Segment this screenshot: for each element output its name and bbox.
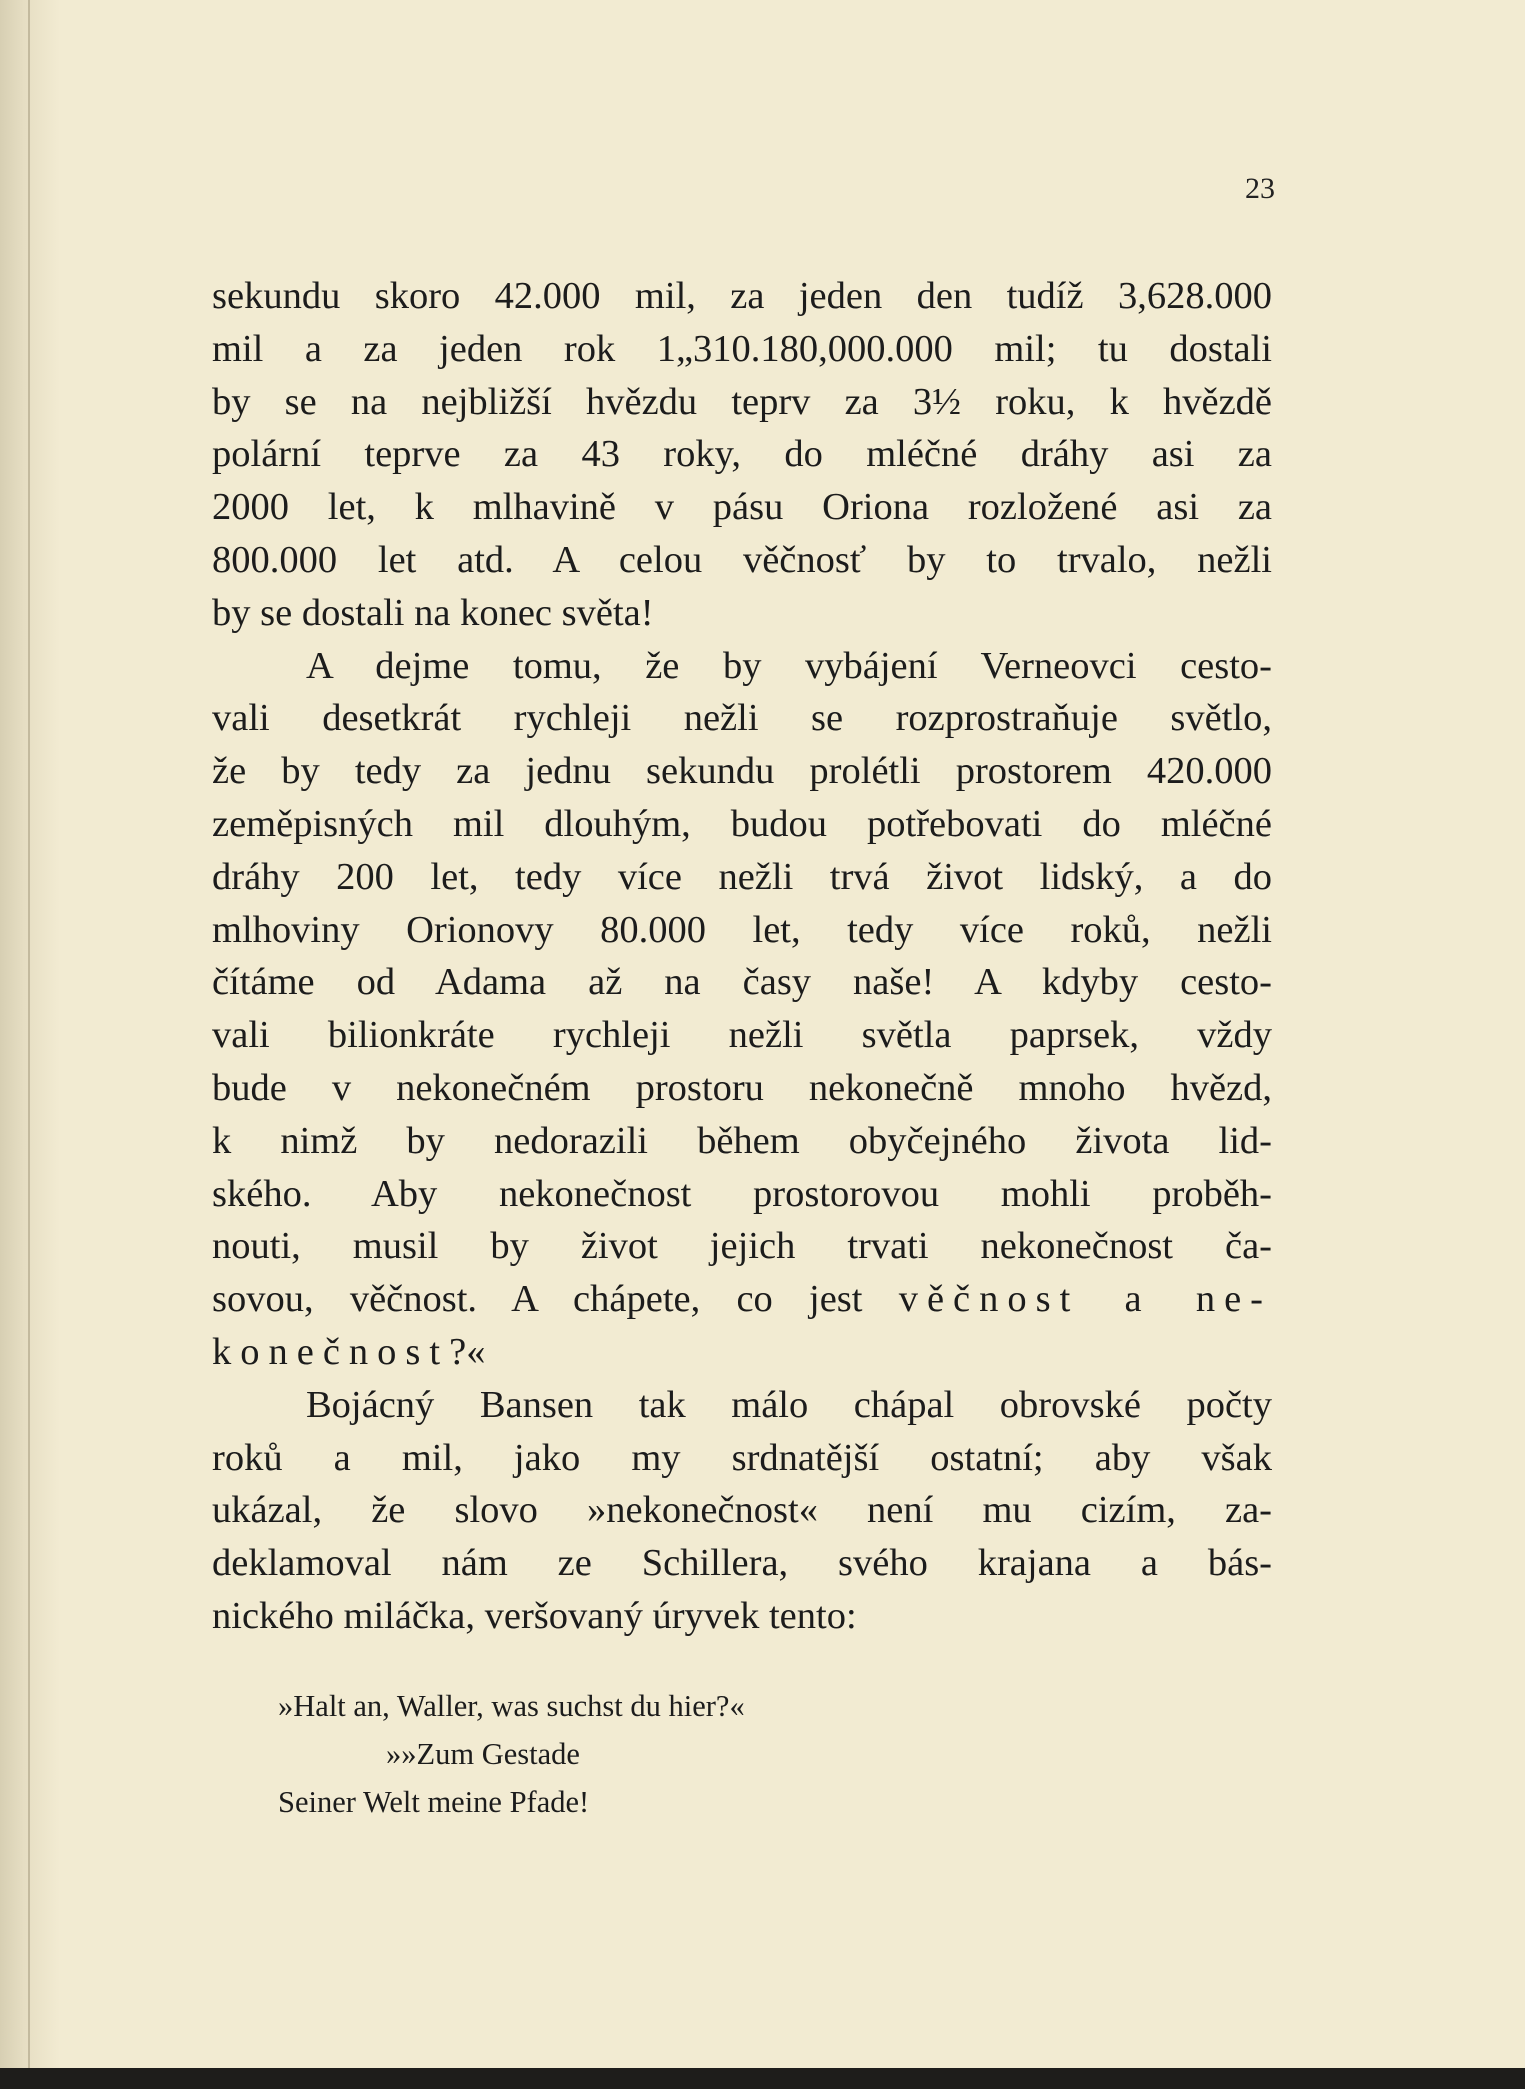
text-line: polární teprve za 43 roky, do mléčné dráhy asi za	[212, 433, 1272, 476]
text-line: dráhy 200 let, tedy více nežli trvá život lidský, a do	[212, 855, 1272, 898]
text-line: ukázal, že slovo »nekonečnost« není mu cizím, za-	[212, 1489, 1272, 1532]
text-line: mlhoviny Orionovy 80.000 let, tedy více roků, nežli	[212, 908, 1272, 951]
verse-line: »Halt an, Waller, was suchst du hier?«	[278, 1689, 745, 1723]
text-line: nouti, musil by život jejich trvati nekonečnost ča-	[212, 1225, 1272, 1268]
verse-quote	[278, 1682, 745, 1826]
body-text	[212, 270, 1272, 1643]
text-line: 800.000 let atd. A celou věčnosť by to trvalo, nežli	[212, 538, 1272, 581]
text-line: mil a za jeden rok 1„310.180,000.000 mil; tu dostali	[212, 327, 1272, 370]
text-line: nického miláčka, veršovaný úryvek tento:	[212, 1594, 857, 1637]
text-line: sekundu skoro 42.000 mil, za jeden den tudíž 3,628.000	[212, 275, 1272, 317]
spaced-emphasis: věčnost a ne-	[898, 1278, 1272, 1321]
page-gutter	[0, 0, 60, 2068]
text-line: by se dostali na konec světa!	[212, 591, 654, 634]
page-number: 23	[1245, 172, 1275, 205]
text-line: 2000 let, k mlhavině v pásu Oriona rozložené asi za	[212, 486, 1272, 529]
text-line: ského. Aby nekonečnost prostorovou mohli proběh-	[212, 1172, 1272, 1215]
text-line: by se na nejbližší hvězdu teprv za 3½ roku, k hvězdě	[212, 380, 1272, 423]
text-line: k nimž by nedorazili během obyčejného života lid-	[212, 1119, 1272, 1162]
text-line	[212, 1273, 1272, 1326]
text-line: že by tedy za jednu sekundu prolétli prostorem 420.000	[212, 750, 1272, 793]
text-line: bude v nekonečném prostoru nekonečně mnoho hvězd,	[212, 1066, 1272, 1109]
text-line: vali bilionkráte rychleji nežli světla paprsek, vždy	[212, 1014, 1272, 1057]
text-line: roků a mil, jako my srdnatější ostatní; aby však	[212, 1436, 1272, 1479]
text-line	[212, 1326, 1272, 1379]
text-line: zeměpisných mil dlouhým, budou potřebovati do mléčné	[212, 802, 1272, 845]
text-line: vali desetkrát rychleji nežli se rozprostraňuje světlo,	[212, 697, 1272, 740]
text-line: deklamoval nám ze Schillera, svého krajana a bás-	[212, 1542, 1272, 1585]
text-line: Bojácný Bansen tak málo chápal obrovské počty	[306, 1383, 1272, 1426]
spaced-emphasis: konečnost	[212, 1330, 450, 1373]
text-line: čítáme od Adama až na časy naše! A kdyby cesto-	[212, 961, 1272, 1004]
verse-line: Seiner Welt meine Pfade!	[278, 1785, 590, 1819]
binding-line	[28, 0, 30, 2068]
verse-line: »»Zum Gestade	[386, 1737, 580, 1771]
text-line: A dejme tomu, že by vybájení Verneovci cesto-	[306, 644, 1272, 687]
text-line-lead: sovou, věčnost. A chápete, co jest	[212, 1278, 899, 1321]
text-line-tail: ?«	[449, 1330, 486, 1373]
